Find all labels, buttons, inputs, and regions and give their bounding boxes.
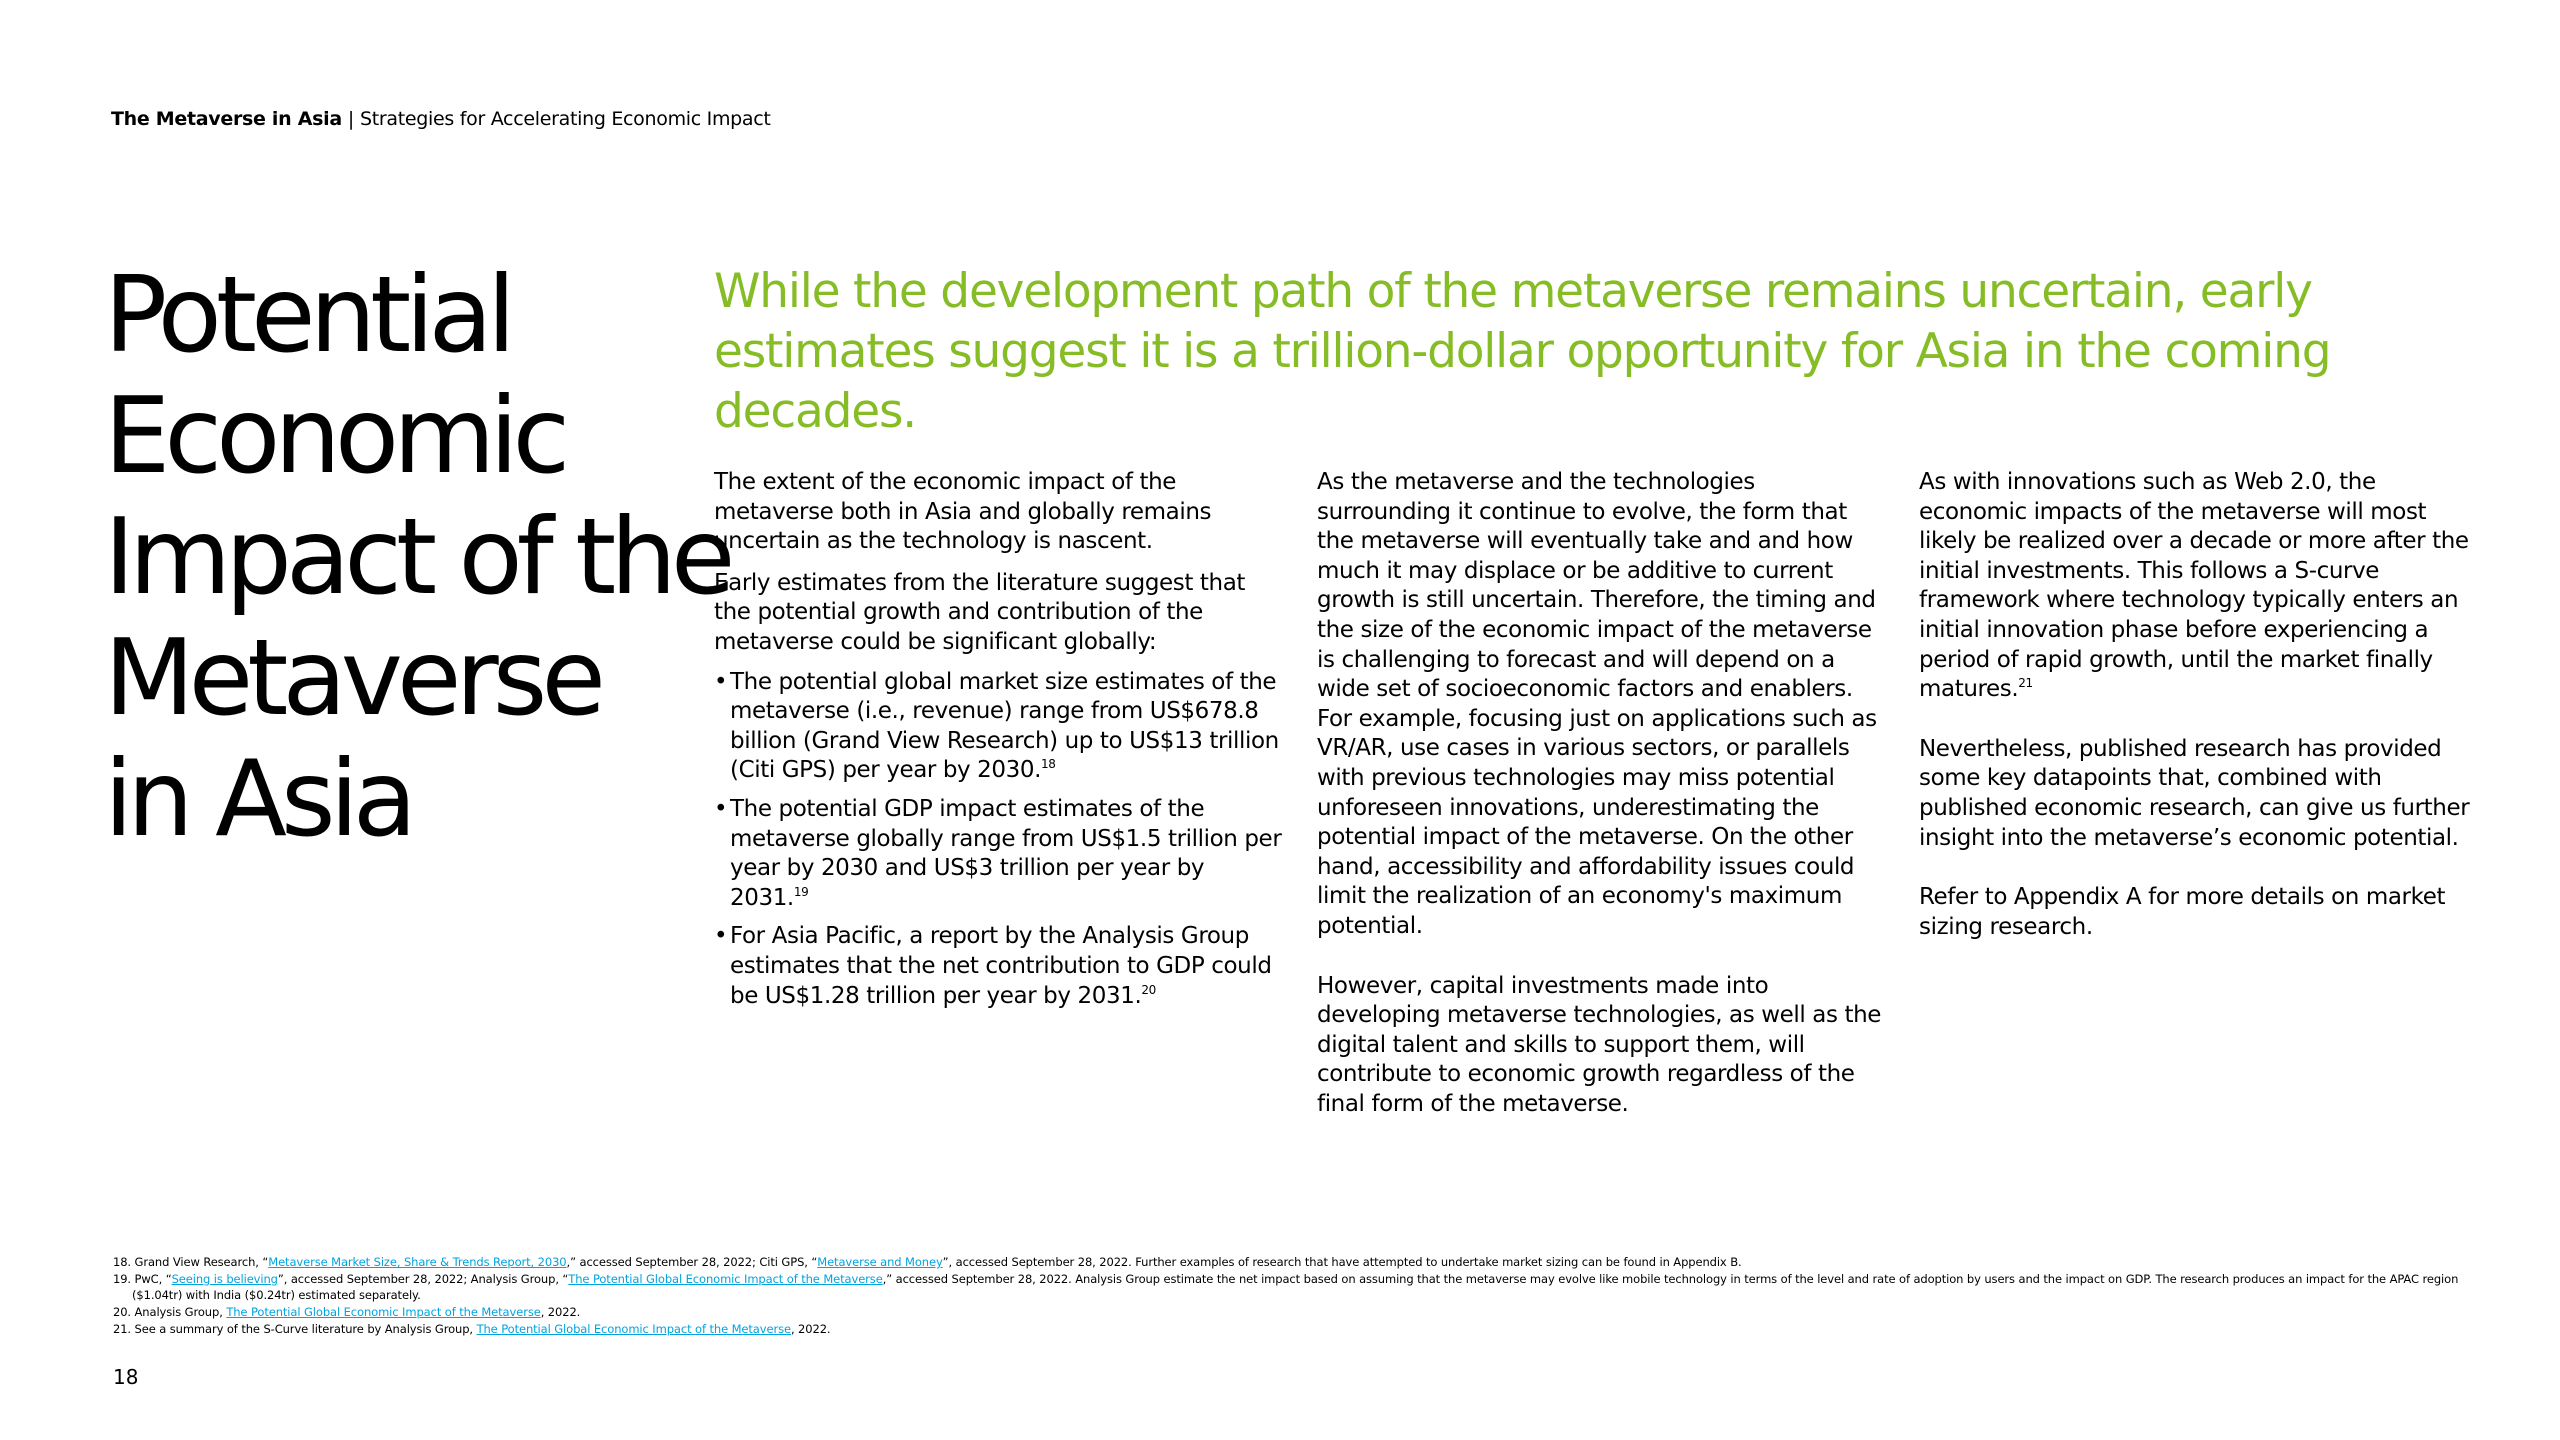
footnote-ref[interactable]: 21 <box>2018 676 2033 691</box>
body-column-1 <box>714 468 1284 1020</box>
running-header <box>111 108 771 130</box>
page-title <box>104 254 730 860</box>
paragraph: As the metaverse and the technologies surrounding it continue to evolve, the form that the metaverse will eventually take and and how much it may displace or be additive to current growth is still uncertain. Therefore, the timing and the size of the economic impact of the metaverse is challenging to forecast and will depend on a wide set of socioeconomic factors and enablers. For example, focusing just on applications such as VR/AR, use cases in various sectors, or parallels with previous technologies may miss potential unforeseen innovations, underestimating the potential impact of the metaverse. On the other hand, accessibility and affordability issues could limit the realization of an economy's maximum potential. <box>1317 469 1877 939</box>
page-title-line: Impact of the <box>104 496 730 618</box>
bullet-marker: • <box>714 923 728 950</box>
page-title-line: in Asia <box>104 738 412 860</box>
footnote-text: ”, accessed September 28, 2022. Further examples of research that have attempted to undertake market sizing can be found in Appendix B. <box>942 1255 1742 1269</box>
bullet-text: The potential global market size estimates of the metaverse (i.e., revenue) range from US$678.8 billion (Grand View Research) up to US$13 trillion (Citi GPS) per year by 2030. <box>730 668 1279 784</box>
bullet-item <box>714 922 1284 1011</box>
footnote-21 <box>113 1321 2453 1338</box>
footnote-text: ”, accessed September 28, 2022; Analysis Group, “ <box>277 1271 569 1286</box>
paragraph-text: As with innovations such as Web 2.0, the economic impacts of the metaverse will most likely be realized over a decade or more after the initial investments. This follows a S-curve framework where technology typically enters an initial innovation phase before experiencing a period of rapid growth, until the market finally matures. <box>1919 469 2469 703</box>
footnote-link[interactable]: Seeing is believing <box>171 1271 278 1286</box>
footnote-text: 18. Grand View Research, “ <box>113 1255 269 1269</box>
page-number: 18 <box>113 1365 139 1389</box>
footnote-link[interactable]: Metaverse Market Size, Share & Trends Report, 2030 <box>268 1255 567 1269</box>
bullet-item <box>714 668 1284 786</box>
header-subtitle: Strategies for Accelerating Economic Impact <box>359 108 771 130</box>
bullet-text: For Asia Pacific, a report by the Analysis Group estimates that the net contribution to GDP could be US$1.28 trillion per year by 2031. <box>730 923 1272 1009</box>
footnote-text: ,” accessed September 28, 2022. Analysis Group estimate the net impact based on assuming that the metaverse may evolve like mobile technology in terms of the level and rate of adoption by users and the impact on GDP. The research produces an impact for the APAC region <box>882 1271 2459 1286</box>
bullet-item <box>714 795 1284 913</box>
footnote-link[interactable]: The Potential Global Economic Impact of the Metaverse <box>568 1271 883 1286</box>
footnotes <box>113 1254 2459 1338</box>
lead-statement: While the development path of the metaverse remains uncertain, early estimates suggest it is a trillion-dollar opportunity for Asia in the coming decades. <box>714 264 2331 439</box>
footnote-text: 21. See a summary of the S-Curve literature by Analysis Group, <box>113 1321 477 1336</box>
footnote-text: , 2022. <box>790 1321 831 1336</box>
page-title-line: Metaverse <box>104 617 600 739</box>
paragraph: The extent of the economic impact of the metaverse both in Asia and globally remains uncertain as the technology is nascent. <box>714 469 1212 555</box>
footnote-text: 20. Analysis Group, <box>113 1305 227 1320</box>
footnote-ref[interactable]: 20 <box>1141 982 1156 997</box>
paragraph: Early estimates from the literature suggest that the potential growth and contribution of the metaverse could be significant globally: <box>714 569 1246 655</box>
bullet-text: The potential GDP impact estimates of the metaverse globally range from US$1.5 trillion per year by 2030 and US$3 trillion per year by 2031. <box>730 795 1282 911</box>
footnote-link[interactable]: The Potential Global Economic Impact of the Metaverse <box>226 1305 541 1320</box>
footnote-link[interactable]: The Potential Global Economic Impact of the Metaverse <box>476 1321 791 1336</box>
footnote-text: 19. PwC, “ <box>113 1271 172 1286</box>
page-title-line: Potential <box>104 254 510 376</box>
footnote-link[interactable]: Metaverse and Money <box>817 1255 943 1269</box>
body-column-3 <box>1919 468 2489 942</box>
bullet-list <box>714 668 1284 1012</box>
paragraph: However, capital investments made into developing metaverse technologies, as well as the digital talent and skills to support them, will contribute to economic growth regardless of the final form of the metaverse. <box>1317 972 1882 1117</box>
footnote-19-continued: ($1.04tr) with India ($0.24tr) estimated separately. <box>132 1288 421 1303</box>
footnote-ref[interactable]: 19 <box>793 884 809 899</box>
footnote-18 <box>113 1254 2453 1271</box>
paragraph <box>1919 468 2489 705</box>
footnote-text: ,” accessed September 28, 2022; Citi GPS, “ <box>566 1255 818 1269</box>
footnote-19 <box>113 1271 2459 1288</box>
bullet-marker: • <box>714 668 728 695</box>
paragraph: Nevertheless, published research has provided some key datapoints that, combined with published economic research, can give us further insight into the metaverse’s economic potential. <box>1919 735 2470 851</box>
body-column-2 <box>1317 468 1887 1119</box>
footnote-20 <box>113 1304 2453 1321</box>
footnote-text: , 2022. <box>540 1305 581 1320</box>
bullet-marker: • <box>714 795 728 822</box>
header-separator: | <box>347 108 354 130</box>
page-title-line: Economic <box>104 375 565 497</box>
header-title: The Metaverse in Asia <box>111 108 342 130</box>
paragraph: Refer to Appendix A for more details on market sizing research. <box>1919 884 2446 940</box>
footnote-ref[interactable]: 18 <box>1041 757 1056 772</box>
